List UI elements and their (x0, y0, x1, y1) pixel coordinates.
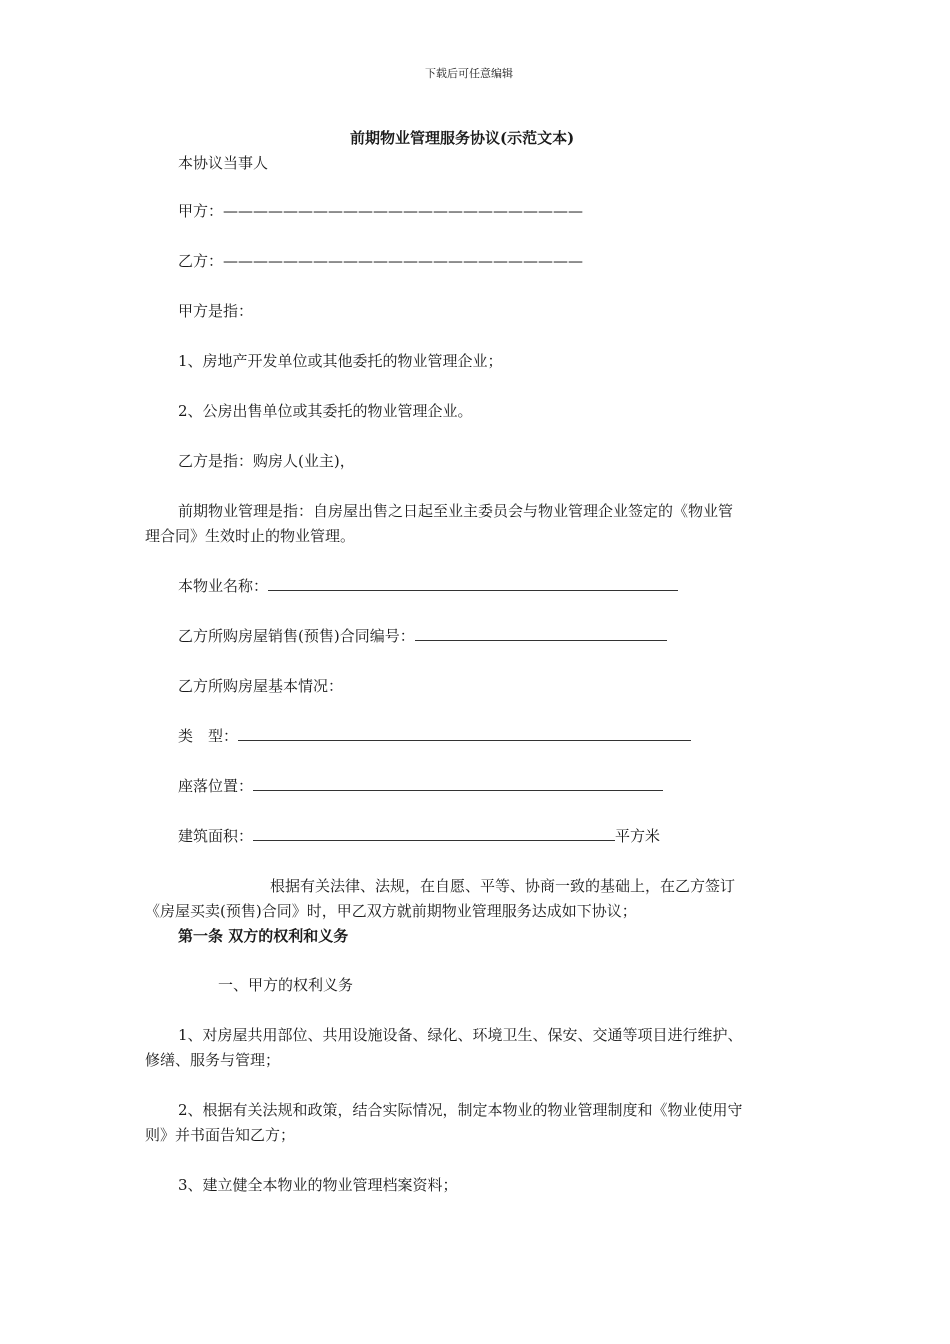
location-field (178, 776, 663, 796)
location-label: 座落位置： (178, 777, 254, 795)
early-management-definition-line-2: 理合同》生效时止的物业管理。 (145, 527, 356, 545)
party-a-line: 甲方：———————————————————————— (178, 202, 584, 220)
party-b-definition: 乙方是指：购房人(业主)， (178, 452, 355, 470)
property-name-field (178, 576, 678, 596)
page-header: 下载后可任意编辑 (425, 67, 513, 80)
party-a-definition-1: 1、房地产开发单位或其他委托的物业管理企业； (178, 352, 503, 370)
item-2-line-1: 2、根据有关法规和政策，结合实际情况，制定本物业的物业管理制度和《物业使用守 (178, 1101, 743, 1119)
item-1-line-2: 修缮、服务与管理； (145, 1051, 281, 1069)
article-1-title: 第一条 双方的权利和义务 (178, 927, 349, 945)
area-unit: 平方米 (615, 827, 661, 845)
item-2-line-2: 则》并书面告知乙方； (145, 1126, 296, 1144)
house-info-label: 乙方所购房屋基本情况： (178, 677, 344, 695)
section-a-title: 一、甲方的权利义务 (218, 976, 354, 994)
party-b-line: 乙方：———————————————————————— (178, 252, 584, 270)
parties-heading: 本协议当事人 (178, 154, 269, 172)
area-field (178, 826, 660, 846)
preamble-line-2: 《房屋买卖(预售)合同》时，甲乙双方就前期物业管理服务达成如下协议； (145, 902, 637, 920)
item-3: 3、建立健全本物业的物业管理档案资料； (178, 1176, 458, 1194)
early-management-definition-line-1: 前期物业管理是指：自房屋出售之日起至业主委员会与物业管理企业签定的《物业管 (178, 502, 734, 520)
contract-number-blank (415, 626, 667, 641)
type-field (178, 726, 691, 746)
document-title: 前期物业管理服务协议(示范文本) (350, 129, 575, 147)
contract-number-field (178, 626, 667, 646)
type-blank (238, 726, 691, 741)
property-name-blank (268, 576, 678, 591)
preamble-line-1: 根据有关法律、法规，在自愿、平等、协商一致的基础上，在乙方签订 (270, 877, 736, 895)
location-blank (253, 776, 663, 791)
party-a-definition-2: 2、公房出售单位或其委托的物业管理企业。 (178, 402, 473, 420)
item-1-line-1: 1、对房屋共用部位、共用设施设备、绿化、环境卫生、保安、交通等项目进行维护、 (178, 1026, 743, 1044)
area-label: 建筑面积： (178, 827, 254, 845)
area-blank (253, 826, 615, 841)
type-label: 类 型： (178, 727, 239, 745)
contract-number-label: 乙方所购房屋销售(预售)合同编号： (178, 627, 415, 645)
property-name-label: 本物业名称： (178, 577, 269, 595)
party-a-definition-label: 甲方是指： (178, 302, 254, 320)
